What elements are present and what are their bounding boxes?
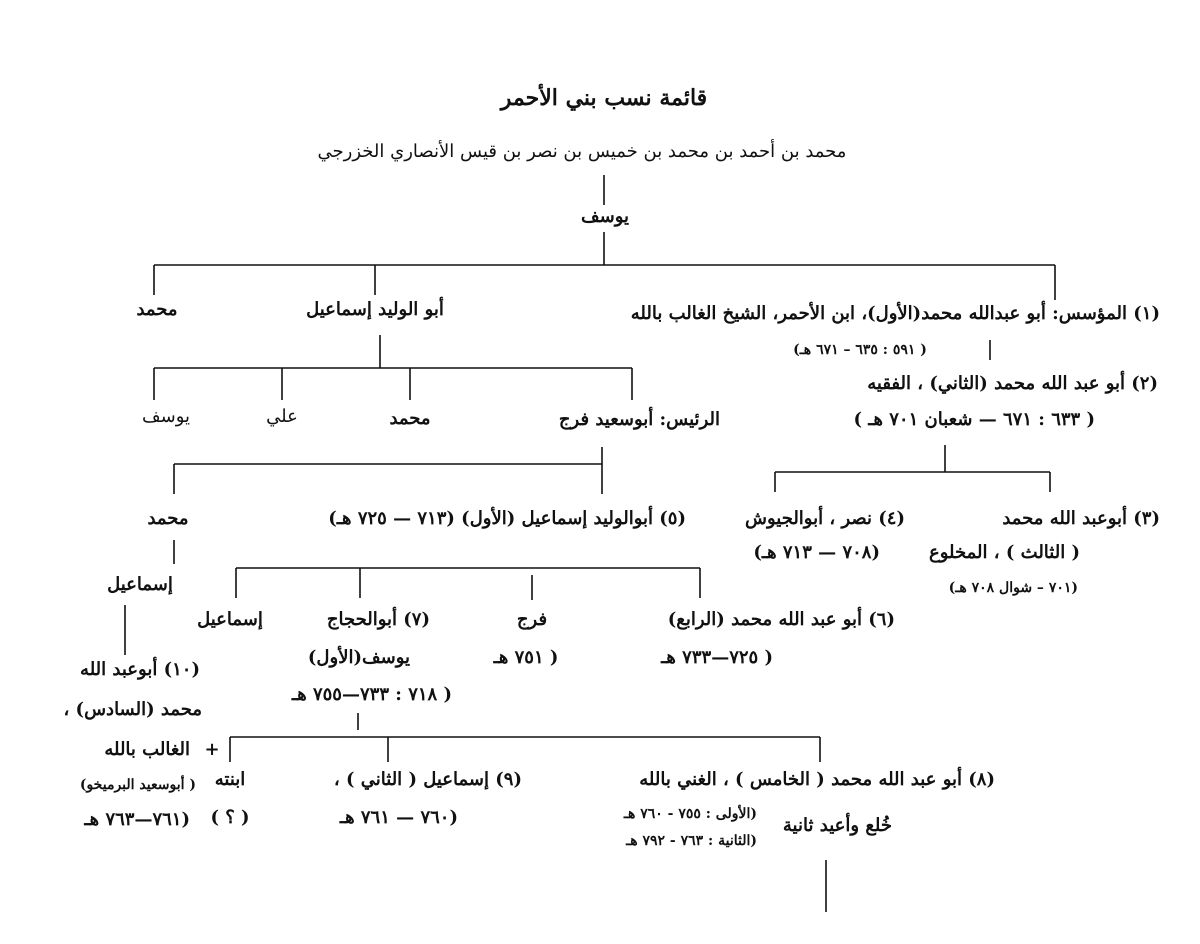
ruler-10-epithet: الغالب بالله: [104, 739, 190, 760]
ruler-7-dates: ( ٧١٨ : ٧٣٣—٧٥٥ هـ: [291, 684, 452, 705]
node-ismail-gen5: إسماعيل: [197, 609, 263, 630]
chart-title: قائمة نسب بني الأحمر: [500, 85, 708, 111]
node-ali: علي: [266, 406, 298, 427]
node-ruler-9: (٩) إسماعيل ( الثاني ) ،: [333, 769, 522, 790]
node-ruler-8: (٨) أبو عبد الله محمد ( الخامس ) ، الغني بالله: [639, 769, 995, 790]
ruler-1-dates: ( ٥٩١ : ٦٣٥ – ٦٧١ هـ): [793, 342, 927, 358]
node-ruler-2: (٢) أبو عبد الله محمد (الثاني) ، الفقيه: [867, 373, 1158, 394]
ruler-3-dates: (٧٠١ – شوال ٧٠٨ هـ): [948, 580, 1078, 596]
node-ruler-3: (٣) أبوعبد الله محمد: [1002, 508, 1160, 529]
ruler-3-title: ( الثالث ) ، المخلوع: [929, 542, 1080, 563]
node-ruler-1-founder: (١) المؤسس: أبو عبدالله محمد(الأول)، ابن الأحمر، الشيخ الغالب بالله: [630, 303, 1160, 324]
node-ruler-6: (٦) أبو عبد الله محمد (الرابع): [667, 609, 895, 630]
node-ruler-7: (٧) أبوالحجاج: [326, 609, 430, 630]
ruler-10-title: محمد (السادس) ،: [63, 699, 202, 720]
ruler-7-title: يوسف(الأول): [307, 647, 410, 668]
node-muhammad-left: محمد: [147, 508, 189, 529]
node-ismail-left: إسماعيل: [107, 574, 173, 595]
node-ruler-10: (١٠) أبوعبد الله: [80, 659, 200, 680]
marriage-plus: +: [204, 739, 220, 760]
node-muhammad-gen2: محمد: [136, 299, 178, 320]
node-ruler-4: (٤) نصر ، أبوالجيوش: [745, 508, 905, 529]
daughter-dates: ( ؟ ): [210, 807, 250, 828]
ruler-8-note: خُلع وأعيد ثانية: [782, 815, 892, 836]
node-faraj: الرئيس: أبوسعيد فرج: [558, 409, 720, 430]
ruler-10-dates: (٧٦١—٧٦٣ هـ: [84, 809, 190, 830]
ruler-9-dates: (٧٦٠ — ٧٦١ هـ: [339, 807, 458, 828]
node-abul-walid-ismail: أبو الوليد إسماعيل: [306, 299, 444, 320]
node-faraj-gen5: فرج: [516, 609, 548, 630]
node-yusuf-gen3: يوسف: [141, 406, 191, 427]
faraj-gen5-dates: ( ٧٥١ هـ: [493, 647, 559, 668]
node-muhammad-gen3: محمد: [389, 408, 431, 429]
ruler-4-dates: (٧٠٨ — ٧١٣ هـ): [753, 542, 880, 563]
ruler-2-dates: ( ٦٣٣ : ٦٧١ — شعبان ٧٠١ هـ ): [853, 409, 1095, 430]
ancestor-name: محمد بن أحمد بن محمد بن خميس بن نصر بن قيس الأنصاري الخزرجي: [317, 141, 847, 162]
ruler-10-nickname: ( أبوسعيد البرميخو): [79, 777, 196, 793]
node-daughter: ابنته: [214, 769, 246, 790]
ruler-6-dates: ( ٧٢٥—٧٣٣ هـ: [661, 647, 773, 668]
node-ruler-5: (٥) أبوالوليد إسماعيل (الأول) (٧١٣ — ٧٢٥ هـ): [328, 508, 686, 529]
ruler-8-first-reign: (الأولى : ٧٥٥ - ٧٦٠ هـ: [623, 806, 757, 822]
node-yusuf: يوسف: [580, 206, 630, 227]
ruler-8-second-reign: (الثانية : ٧٦٣ - ٧٩٢ هـ: [626, 833, 757, 849]
